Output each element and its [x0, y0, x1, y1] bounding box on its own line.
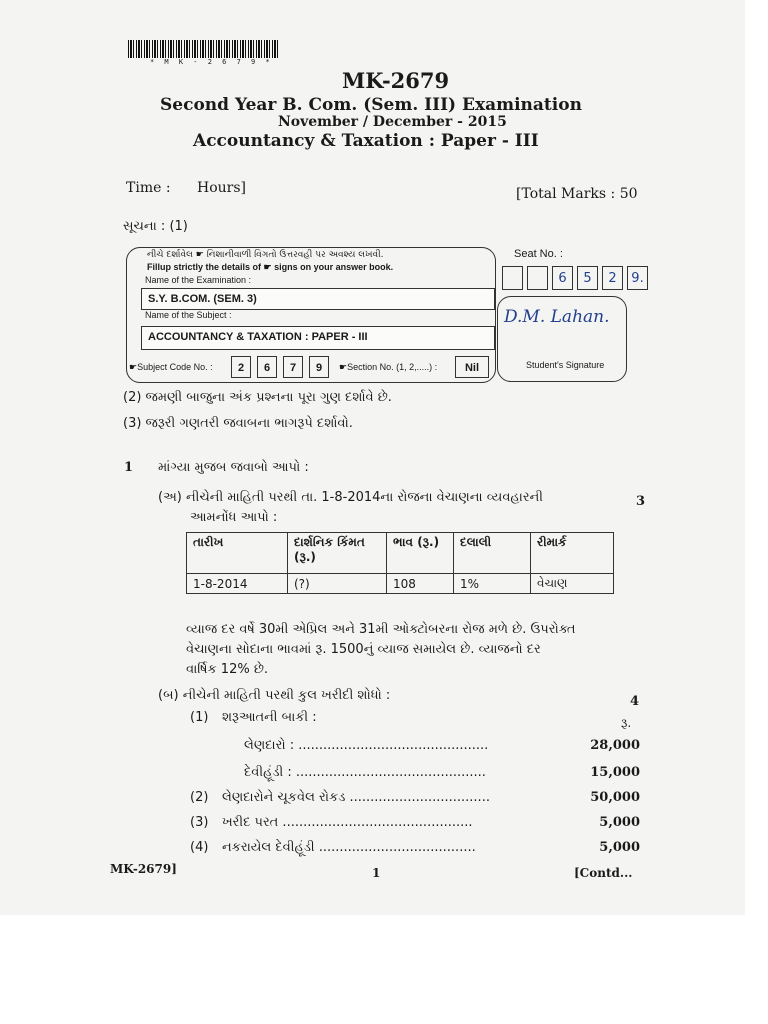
exam-title: Second Year B. Com. (Sem. III) Examination — [160, 95, 582, 115]
subject-name-field: ACCOUNTANCY & TAXATION : PAPER - III — [141, 326, 495, 350]
section-field: Nil — [455, 356, 489, 378]
item-value: 28,000 — [590, 738, 640, 753]
table-cell: 108 — [387, 574, 454, 594]
time-label-text: Time : — [126, 180, 171, 196]
table-header: ભાવ (રૂ.) — [387, 533, 454, 574]
instruction-gujarati: નીચે દર્શાવેલ ☛ નિશાનીવાળી વિગતો ઉત્તરવહી પર અવશ્ય લખવી. — [147, 250, 384, 260]
seat-digit: 6 — [552, 266, 573, 290]
currency-label: રૂ. — [621, 716, 632, 730]
instruction-item-2: (2) જમણી બાજુના અંક પ્રશ્નના પૂરા ગુણ દર્શાવે છે. — [123, 390, 392, 405]
transaction-table — [186, 532, 614, 594]
item-value: 15,000 — [590, 765, 640, 780]
time-label — [126, 180, 246, 196]
part-a-text-2: આમનોંધ આપો : — [190, 510, 278, 525]
item-label: નકરાયેલ દેવીહૂંડી ...................................... — [222, 840, 476, 855]
part-b-text: (બ) નીચેની માહિતી પરથી કુલ ખરીદી શોધો : — [158, 688, 391, 703]
total-marks: [Total Marks : 50 — [516, 186, 638, 202]
list-item — [190, 815, 640, 835]
item-number: (2) — [190, 790, 209, 805]
part-a-marks: 3 — [636, 494, 646, 509]
subject-code-digit: 9 — [309, 356, 329, 378]
question-number: 1 — [124, 460, 134, 475]
instructions-heading: સૂચના : (1) — [123, 219, 188, 234]
seat-digit — [527, 266, 548, 290]
interest-note-3: વાર્ષિક 12% છે. — [186, 662, 269, 677]
table-cell: વેચાણ — [531, 574, 614, 594]
footer-code: MK-2679] — [110, 862, 177, 876]
item-label: લેણદારોને ચૂકવેલ રોકડ .................................. — [222, 790, 490, 805]
exam-name-label: Name of the Examination : — [145, 275, 252, 285]
seat-number-label: Seat No. : — [514, 248, 563, 260]
instruction-item-3: (3) જરૂરી ગણતરી જવાબના ભાગરૂપે દર્શાવો. — [123, 416, 353, 431]
list-item — [190, 765, 640, 785]
item-label: ખરીદ પરત .............................................. — [222, 815, 473, 830]
part-b-marks: 4 — [630, 694, 640, 709]
list-item — [190, 790, 640, 810]
interest-note-2: વેચાણના સોદાના ભાવમાં રૂ. 1500નું વ્યાજ સમાયેલ છે. વ્યાજનો દર — [186, 642, 541, 657]
table-cell: 1-8-2014 — [187, 574, 288, 594]
subject-title: Accountancy & Taxation : Paper - III — [193, 131, 539, 151]
table-cell: 1% — [454, 574, 531, 594]
instruction-english: Fillup strictly the details of ☛ signs on your answer book. — [147, 262, 394, 272]
question-heading: માંગ્યા મુજબ જવાબો આપો : — [158, 460, 309, 475]
section-label: ☛Section No. (1, 2,.....) : — [339, 362, 438, 372]
student-signature: D.M. Lahan. — [504, 307, 610, 327]
item-label: શરૂઆતની બાકી : — [222, 710, 317, 725]
subject-code-digit: 2 — [231, 356, 251, 378]
subject-code-label: ☛Subject Code No. : — [129, 362, 213, 372]
item-value: 5,000 — [599, 840, 640, 855]
table-row — [187, 574, 614, 594]
instruction-box — [126, 247, 496, 383]
paper-code: MK-2679 — [342, 68, 450, 93]
time-value: Hours] — [197, 180, 246, 196]
seat-digit — [502, 266, 523, 290]
seat-digit: 2 — [602, 266, 623, 290]
item-number: (4) — [190, 840, 209, 855]
seat-digit: 5 — [577, 266, 598, 290]
item-label: લેણદારો : .............................................. — [244, 738, 489, 753]
item-value: 5,000 — [599, 815, 640, 830]
exam-session: November / December - 2015 — [278, 114, 507, 130]
list-item — [190, 738, 640, 758]
signature-label: Student's Signature — [526, 360, 605, 370]
page-number: 1 — [372, 866, 381, 880]
barcode — [128, 40, 280, 58]
table-header: દાર્શનિક કિંમત (રૂ.) — [288, 533, 387, 574]
item-value: 50,000 — [590, 790, 640, 805]
item-number: (3) — [190, 815, 209, 830]
subject-code-digit: 7 — [283, 356, 303, 378]
table-cell: (?) — [288, 574, 387, 594]
item-number: (1) — [190, 710, 209, 725]
table-header-row — [187, 533, 614, 574]
continued-label: [Contd... — [574, 866, 633, 880]
part-a-text: (અ) નીચેની માહિતી પરથી તા. 1-8-2014ના રોજના વેચાણના વ્યવહારની — [158, 490, 543, 505]
exam-name-field: S.Y. B.COM. (SEM. 3) — [141, 288, 495, 310]
list-item — [190, 840, 640, 860]
subject-code-digit: 6 — [257, 356, 277, 378]
interest-note-1: વ્યાજ દર વર્ષે 30મી એપ્રિલ અને 31મી ઓક્ટોબરના રોજ મળે છે. ઉપરોક્ત — [186, 622, 576, 637]
barcode-number: * M K - 2 6 7 9 * — [150, 58, 273, 66]
table-header: દલાલી — [454, 533, 531, 574]
item-label: દેવીહૂંડી : .............................................. — [244, 765, 486, 780]
table-header: રીમાર્ક — [531, 533, 614, 574]
table-header: તારીખ — [187, 533, 288, 574]
seat-digit: 9. — [627, 266, 648, 290]
signature-box — [497, 296, 627, 382]
subject-name-label: Name of the Subject : — [145, 310, 232, 320]
list-item — [190, 710, 640, 730]
